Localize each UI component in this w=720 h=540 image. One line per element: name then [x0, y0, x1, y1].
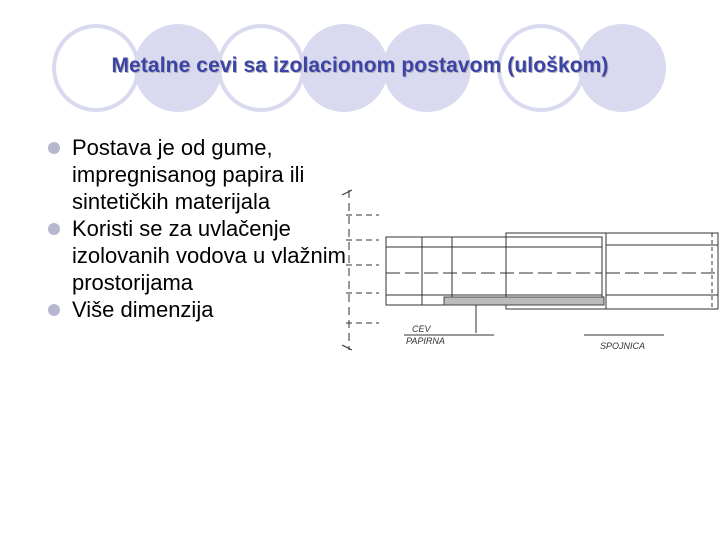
bullet-item — [44, 296, 364, 323]
bullet-item — [44, 134, 364, 215]
label-spojnica: SPOJNICA — [600, 341, 646, 351]
bullet-text: Koristi se za uvlačenje izolovanih vodova u vlažnim prostorijama — [72, 216, 346, 295]
bullet-dot-icon — [48, 142, 60, 154]
pipe-cross-section-drawing — [334, 185, 720, 355]
bullet-dot-icon — [48, 304, 60, 316]
slide-title: Metalne cevi sa izolacionom postavom (uloškom) — [111, 54, 609, 77]
bullet-text: Više dimenzija — [72, 297, 214, 322]
bullet-item — [44, 215, 364, 296]
bullet-dot-icon — [48, 223, 60, 235]
label-papirna: PAPIRNA — [406, 336, 445, 346]
bullet-text: Postava je od gume, impregnisanog papira ili sintetičkih materijala — [72, 135, 305, 214]
label-cev: CEV — [412, 324, 431, 334]
bullet-list — [44, 134, 364, 323]
